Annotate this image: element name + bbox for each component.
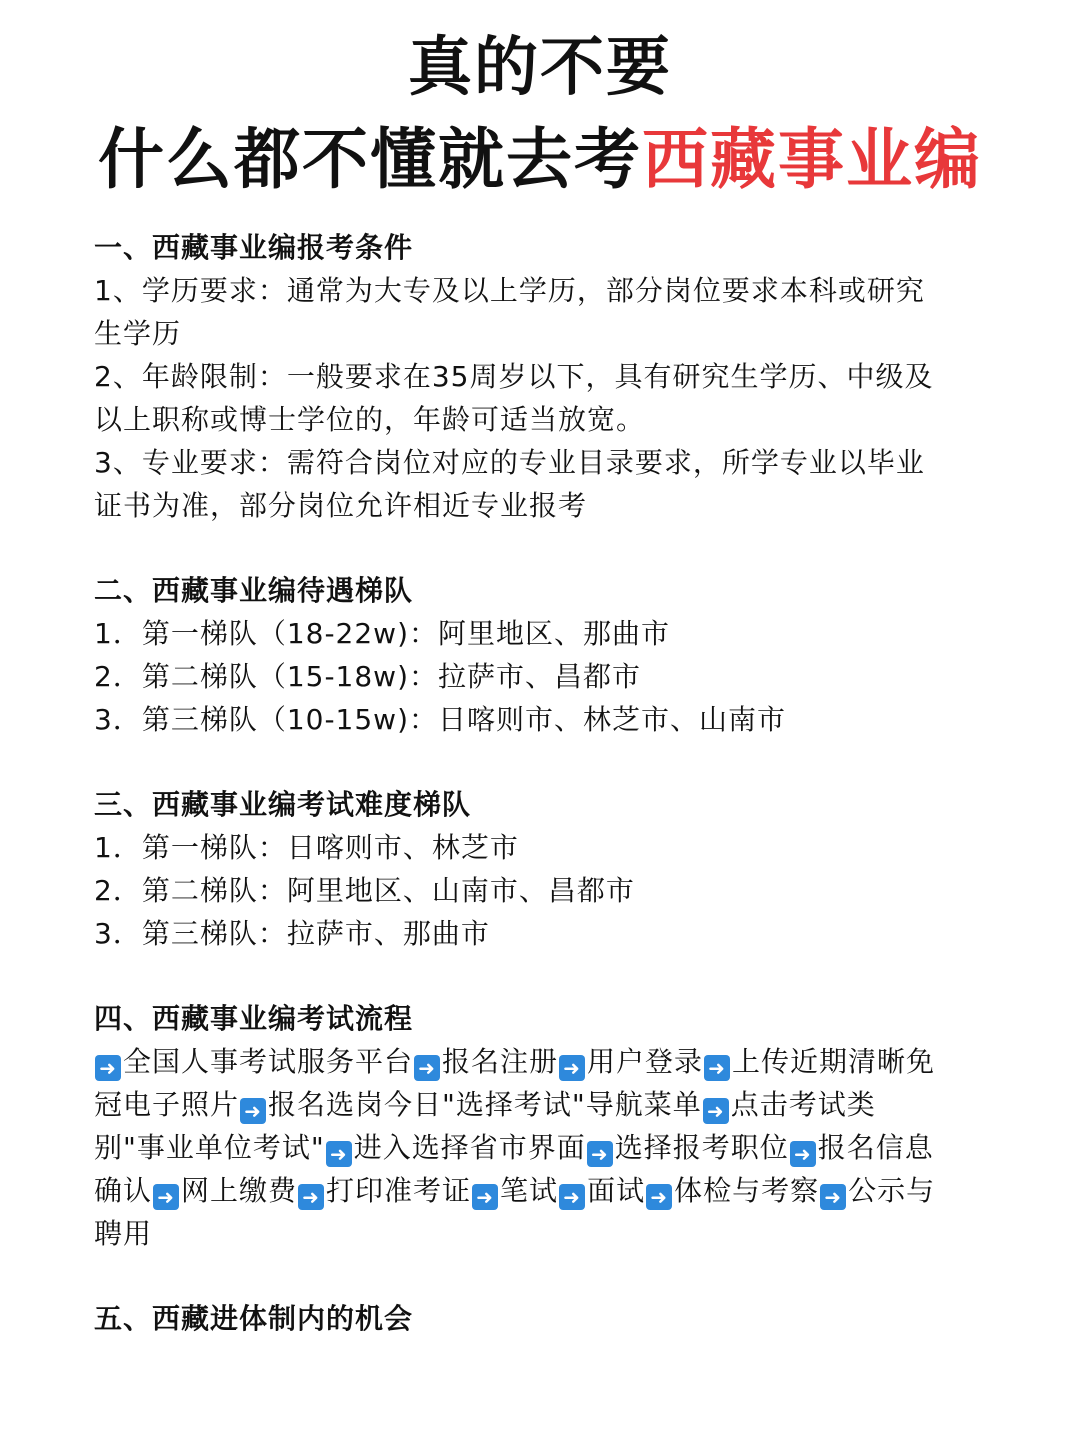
title-line-2 <box>0 114 1080 206</box>
flow-step: 上传近期清晰免 <box>732 1045 936 1078</box>
text-line: 生学历 <box>94 317 182 350</box>
right-arrow-icon: ➜ <box>703 1098 729 1124</box>
text-line: 3、专业要求：需符合岗位对应的专业目录要求，所学专业以毕业 <box>94 446 925 479</box>
text-line: 1、学历要求：通常为大专及以上学历，部分岗位要求本科或研究 <box>94 274 925 307</box>
flow-step: 公示与 <box>848 1174 936 1207</box>
right-arrow-icon: ➜ <box>326 1141 352 1167</box>
title-highlight: 西藏事业编 <box>642 121 982 198</box>
flow-line <box>94 1040 994 1083</box>
right-arrow-icon: ➜ <box>646 1184 672 1210</box>
section-conditions <box>94 226 994 527</box>
list-item: 2．第二梯队：阿里地区、山南市、昌都市 <box>94 874 635 907</box>
text-line: 证书为准，部分岗位允许相近专业报考 <box>94 489 588 522</box>
section-heading: 三、西藏事业编考试难度梯队 <box>94 788 472 821</box>
flow-step: 确认 <box>94 1174 153 1207</box>
right-arrow-icon: ➜ <box>704 1055 730 1081</box>
right-arrow-icon: ➜ <box>153 1184 179 1210</box>
section-heading: 二、西藏事业编待遇梯队 <box>94 574 414 607</box>
section-heading: 五、西藏进体制内的机会 <box>94 1302 414 1335</box>
text-line: 以上职称或博士学位的，年龄可适当放宽。 <box>94 403 646 436</box>
flow-line <box>94 1212 994 1255</box>
flow-step: 面试 <box>587 1174 646 1207</box>
section-exam-process <box>94 997 994 1255</box>
flow-step: 报名选岗今日"选择考试"导航菜单 <box>268 1088 702 1121</box>
flow-step: 网上缴费 <box>181 1174 298 1207</box>
list-item: 3．第三梯队：拉萨市、那曲市 <box>94 917 490 950</box>
flow-step: 报名注册 <box>442 1045 559 1078</box>
right-arrow-icon: ➜ <box>587 1141 613 1167</box>
right-arrow-icon: ➜ <box>559 1184 585 1210</box>
content <box>94 226 994 1382</box>
flow-step: 报名信息 <box>817 1131 934 1164</box>
title-line-1: 真的不要 <box>408 31 672 105</box>
flow-step: 别"事业单位考试" <box>94 1131 325 1164</box>
flow-line <box>94 1169 994 1212</box>
page-title <box>0 22 1080 206</box>
list-item: 1．第一梯队：日喀则市、林芝市 <box>94 831 519 864</box>
flow-step: 用户登录 <box>587 1045 704 1078</box>
exam-flow <box>94 1040 994 1255</box>
right-arrow-icon: ➜ <box>820 1184 846 1210</box>
section-difficulty-tiers <box>94 783 994 955</box>
flow-step: 打印准考证 <box>326 1174 472 1207</box>
flow-step: 点击考试类 <box>730 1088 876 1121</box>
flow-step: 冠电子照片 <box>94 1088 240 1121</box>
flow-step: 笔试 <box>500 1174 559 1207</box>
right-arrow-icon: ➜ <box>95 1055 121 1081</box>
flow-step: 体检与考察 <box>674 1174 820 1207</box>
flow-step: 进入选择省市界面 <box>353 1131 586 1164</box>
right-arrow-icon: ➜ <box>240 1098 266 1124</box>
section-heading: 一、西藏事业编报考条件 <box>94 231 414 264</box>
list-item: 2．第二梯队（15-18w)：拉萨市、昌都市 <box>94 660 642 693</box>
list-item: 3．第三梯队（10-15w)：日喀则市、林芝市、山南市 <box>94 703 787 736</box>
section-opportunities <box>94 1297 994 1340</box>
section-heading: 四、西藏事业编考试流程 <box>94 1002 414 1035</box>
title-prefix: 什么都不懂就去考 <box>98 121 642 198</box>
right-arrow-icon: ➜ <box>559 1055 585 1081</box>
flow-line <box>94 1126 994 1169</box>
right-arrow-icon: ➜ <box>790 1141 816 1167</box>
right-arrow-icon: ➜ <box>298 1184 324 1210</box>
section-salary-tiers <box>94 569 994 741</box>
flow-line <box>94 1083 994 1126</box>
text-line: 2、年龄限制：一般要求在35周岁以下，具有研究生学历、中级及 <box>94 360 934 393</box>
list-item: 1．第一梯队（18-22w)：阿里地区、那曲市 <box>94 617 671 650</box>
right-arrow-icon: ➜ <box>472 1184 498 1210</box>
right-arrow-icon: ➜ <box>414 1055 440 1081</box>
flow-step: 全国人事考试服务平台 <box>123 1045 414 1078</box>
flow-step: 选择报考职位 <box>614 1131 789 1164</box>
flow-step: 聘用 <box>94 1217 153 1250</box>
